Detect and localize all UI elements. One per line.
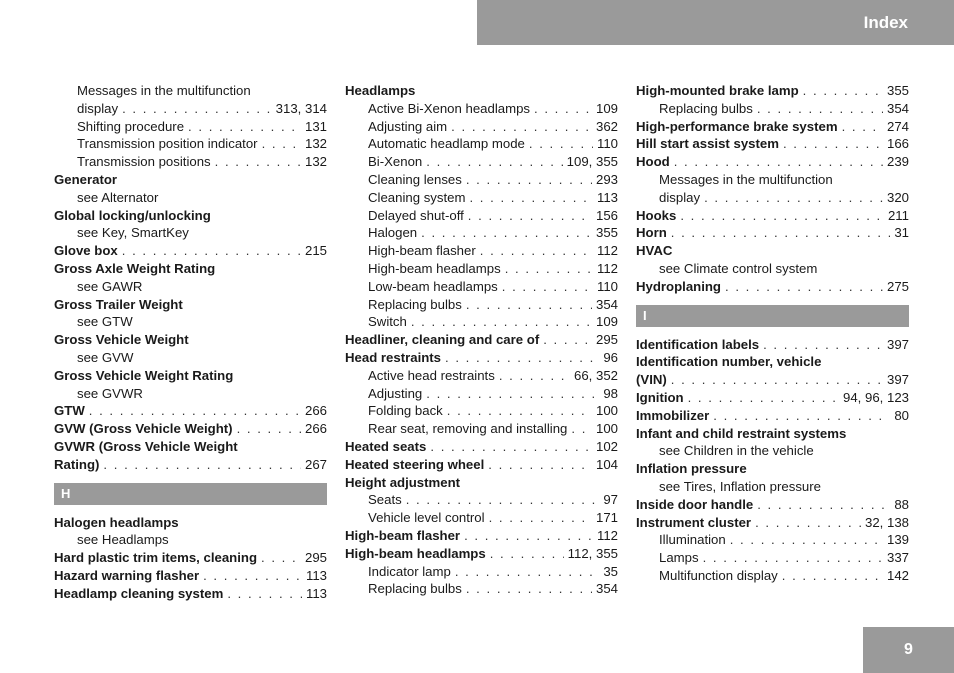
entry-text: Instrument cluster	[636, 514, 752, 530]
entry-text: Automatic headlamp mode	[368, 136, 525, 152]
leader-dots	[671, 371, 883, 389]
leader-dots	[480, 242, 593, 260]
page-reference: 215	[304, 243, 327, 259]
page-reference: 239	[886, 154, 909, 170]
index-subentry	[54, 278, 327, 296]
page-reference: 293	[595, 171, 618, 187]
index-entry	[54, 549, 327, 567]
index-column-3	[636, 82, 909, 585]
page-reference: 100	[595, 403, 618, 419]
leader-dots	[680, 207, 884, 225]
entry-text: GVWR (Gross Vehicle Weight	[54, 438, 238, 454]
entry-text: High-beam flasher	[345, 527, 461, 543]
leader-dots	[447, 402, 592, 420]
index-subentry	[54, 313, 327, 331]
entry-text: Replacing bulbs	[368, 296, 462, 312]
leader-dots	[103, 456, 301, 474]
leader-dots	[237, 420, 301, 438]
page-reference: 211	[887, 207, 909, 223]
page-reference: 66, 352	[574, 367, 618, 383]
leader-dots	[122, 100, 272, 118]
page-reference: 275	[886, 278, 909, 294]
index-header-bar	[477, 0, 954, 45]
index-subentry	[54, 224, 327, 242]
entry-text: Hazard warning flasher	[54, 567, 200, 583]
index-subentry	[54, 135, 327, 153]
entry-text: Gross Vehicle Weight	[54, 332, 189, 348]
leader-dots	[505, 260, 593, 278]
page-reference: 102	[595, 438, 618, 454]
leader-dots	[406, 491, 600, 509]
index-subentry	[345, 100, 618, 118]
index-entry	[345, 82, 618, 100]
entry-text: Inside door handle	[636, 496, 754, 512]
leader-dots	[466, 171, 592, 189]
entry-text: Bi-Xenon	[368, 154, 423, 170]
entry-text: Transmission position indicator	[77, 136, 258, 152]
leader-dots	[451, 118, 592, 136]
entry-text: Hydroplaning	[636, 278, 721, 294]
leader-dots	[445, 349, 599, 367]
page-reference: 267	[304, 456, 327, 472]
entry-text: High-performance brake system	[636, 118, 838, 134]
index-subentry	[636, 478, 909, 496]
entry-text: Identification labels	[636, 336, 760, 352]
index-subentry	[345, 580, 618, 598]
entry-text: display	[77, 100, 119, 116]
index-subentry	[54, 82, 327, 100]
index-entry	[54, 514, 327, 532]
leader-dots	[261, 549, 301, 567]
page-reference: 139	[886, 532, 909, 548]
page-reference: 132	[304, 136, 327, 152]
entry-text: Hill start assist system	[636, 136, 779, 152]
leader-dots	[188, 118, 301, 136]
index-entry	[636, 153, 909, 171]
index-subentry	[54, 100, 327, 118]
index-entry	[54, 242, 327, 260]
entry-text: Rating)	[54, 456, 100, 472]
leader-dots	[688, 389, 839, 407]
entry-text: Headlamp cleaning system	[54, 585, 224, 601]
page-reference: 142	[886, 567, 909, 583]
index-entry	[54, 456, 327, 474]
entry-text: Gross Vehicle Weight Rating	[54, 367, 234, 383]
leader-dots	[499, 367, 570, 385]
entry-text: Cleaning lenses	[368, 171, 462, 187]
entry-text: High-beam flasher	[368, 243, 476, 259]
entry-text: Gross Axle Weight Rating	[54, 260, 216, 276]
page-reference: 313, 314	[275, 100, 327, 116]
leader-dots	[488, 456, 592, 474]
leader-dots	[730, 531, 883, 549]
index-subentry	[636, 189, 909, 207]
entry-text: see GTW	[77, 314, 133, 330]
page-reference: 112, 355	[567, 545, 618, 561]
index-entry	[345, 527, 618, 545]
entry-text: Identification number, vehicle	[636, 354, 822, 370]
entry-text: HVAC	[636, 243, 673, 259]
index-entry	[345, 331, 618, 349]
index-entry	[345, 474, 618, 492]
page-reference: 100	[595, 421, 618, 437]
leader-dots	[203, 567, 302, 585]
index-subentry	[345, 385, 618, 403]
index-subentry	[345, 509, 618, 527]
index-subentry	[636, 171, 909, 189]
page-reference: 80	[894, 407, 909, 423]
entry-text: Messages in the multifunction	[77, 83, 251, 98]
leader-dots	[490, 545, 564, 563]
page-reference: 110	[596, 278, 618, 294]
entry-text: Headlamps	[345, 83, 416, 98]
leader-dots	[227, 585, 302, 603]
leader-dots	[703, 549, 883, 567]
index-entry	[636, 353, 909, 371]
page-reference: 104	[595, 456, 618, 472]
index-subentry	[54, 385, 327, 403]
page-title: Index	[863, 12, 908, 32]
index-subentry	[345, 278, 618, 296]
leader-dots	[757, 496, 890, 514]
entry-text: see Climate control system	[659, 260, 818, 276]
index-subentry	[636, 260, 909, 278]
entry-text: Rear seat, removing and installing	[368, 421, 568, 437]
page-reference: 397	[886, 336, 909, 352]
leader-dots	[674, 153, 883, 171]
page-reference: 88	[894, 496, 909, 512]
index-entry	[636, 224, 909, 242]
index-subentry	[636, 549, 909, 567]
entry-text: High-mounted brake lamp	[636, 83, 799, 98]
page-reference: 31	[894, 225, 909, 241]
leader-dots	[671, 224, 891, 242]
index-subentry	[345, 420, 618, 438]
entry-text: Hood	[636, 154, 670, 170]
index-subentry	[636, 531, 909, 549]
entry-text: Indicator lamp	[368, 563, 451, 579]
entry-text: Low-beam headlamps	[368, 278, 498, 294]
page-reference: 112	[596, 527, 618, 543]
page-reference: 295	[304, 550, 327, 566]
index-subentry	[345, 402, 618, 420]
entry-text: Cleaning system	[368, 189, 466, 205]
page-reference: 320	[886, 189, 909, 205]
index-subentry	[345, 135, 618, 153]
entry-text: (VIN)	[636, 372, 667, 388]
index-entry	[636, 514, 909, 532]
entry-text: Global locking/unlocking	[54, 207, 211, 223]
index-subentry	[54, 349, 327, 367]
index-entry	[636, 118, 909, 136]
leader-dots	[469, 189, 592, 207]
index-subentry	[345, 207, 618, 225]
page-reference: 337	[886, 550, 909, 566]
leader-dots	[455, 563, 600, 581]
index-subentry	[636, 567, 909, 585]
page-reference: 266	[304, 403, 327, 419]
index-entry	[54, 420, 327, 438]
page-reference: 132	[304, 154, 327, 170]
entry-text: see Headlamps	[77, 532, 169, 548]
leader-dots	[704, 189, 883, 207]
entry-text: Multifunction display	[659, 567, 778, 583]
index-subentry	[345, 171, 618, 189]
leader-dots	[529, 135, 593, 153]
entry-text: High-beam headlamps	[345, 545, 486, 561]
index-subentry	[345, 153, 618, 171]
page-reference: 274	[886, 118, 909, 134]
page-reference: 166	[886, 136, 909, 152]
entry-text: Replacing bulbs	[659, 100, 753, 116]
page-reference: 113	[305, 585, 327, 601]
entry-text: Hooks	[636, 207, 677, 223]
page-reference: 113	[305, 567, 327, 583]
entry-text: GTW	[54, 403, 85, 419]
leader-dots	[713, 407, 890, 425]
entry-text: Switch	[368, 314, 407, 330]
leader-dots	[725, 278, 883, 296]
entry-text: see Tires, Inflation pressure	[659, 478, 821, 494]
page-reference: 109	[595, 314, 618, 330]
leader-dots	[757, 100, 883, 118]
entry-text: see Alternator	[77, 189, 159, 205]
entry-text: Headliner, cleaning and care of	[345, 332, 540, 348]
entry-text: Halogen headlamps	[54, 514, 179, 530]
leader-dots	[466, 580, 592, 598]
entry-text: Replacing bulbs	[368, 581, 462, 597]
entry-text: Head restraints	[345, 349, 442, 365]
page-reference: 109	[595, 100, 618, 116]
page-reference: 362	[595, 118, 618, 134]
page-reference: 97	[603, 492, 618, 508]
index-entry	[636, 242, 909, 260]
page-reference: 354	[595, 296, 618, 312]
index-entry	[345, 349, 618, 367]
section-header: I	[636, 305, 909, 327]
index-subentry	[345, 367, 618, 385]
page-reference: 295	[595, 332, 618, 348]
entry-text: see GVWR	[77, 385, 143, 401]
index-entry	[636, 460, 909, 478]
entry-text: Generator	[54, 171, 118, 187]
entry-text: Delayed shut-off	[368, 207, 464, 223]
leader-dots	[489, 509, 592, 527]
page-reference: 355	[886, 83, 909, 98]
leader-dots	[466, 296, 592, 314]
index-entry	[54, 402, 327, 420]
entry-text: Adjusting	[368, 385, 423, 401]
index-entry	[54, 171, 327, 189]
entry-text: Illumination	[659, 532, 726, 548]
leader-dots	[464, 527, 593, 545]
entry-text: Gross Trailer Weight	[54, 296, 183, 312]
index-entry	[636, 407, 909, 425]
page-reference: 171	[595, 510, 618, 526]
entry-text: Active head restraints	[368, 367, 495, 383]
index-subentry	[636, 100, 909, 118]
index-subentry	[345, 491, 618, 509]
index-entry	[636, 389, 909, 407]
entry-text: Heated steering wheel	[345, 456, 485, 472]
page-reference: 110	[596, 136, 618, 152]
entry-text: Folding back	[368, 403, 443, 419]
index-subentry	[345, 242, 618, 260]
leader-dots	[502, 278, 593, 296]
leader-dots	[426, 385, 599, 403]
leader-dots	[783, 135, 883, 153]
leader-dots	[215, 153, 301, 171]
entry-text: Lamps	[659, 550, 699, 566]
index-subentry	[54, 153, 327, 171]
section-header: H	[54, 483, 327, 505]
page-reference: 35	[603, 563, 618, 579]
index-entry	[54, 438, 327, 456]
page-reference: 109, 355	[566, 154, 618, 170]
leader-dots	[468, 207, 592, 225]
page-reference: 112	[596, 243, 618, 259]
page-reference: 96	[603, 349, 618, 365]
index-entry	[54, 260, 327, 278]
entry-text: see Key, SmartKey	[77, 225, 189, 241]
leader-dots	[534, 100, 592, 118]
page-reference: 354	[595, 581, 618, 597]
index-subentry	[54, 118, 327, 136]
entry-text: see GVW	[77, 349, 134, 365]
index-subentry	[345, 296, 618, 314]
leader-dots	[755, 514, 861, 532]
index-entry	[345, 456, 618, 474]
entry-text: Inflation pressure	[636, 461, 747, 477]
leader-dots	[262, 135, 301, 153]
entry-text: Hard plastic trim items, cleaning	[54, 550, 258, 566]
page-reference: 32, 138	[865, 514, 909, 530]
page-reference: 397	[886, 372, 909, 388]
page-reference: 94, 96, 123	[843, 389, 909, 405]
index-entry	[345, 545, 618, 563]
index-entry	[636, 425, 909, 443]
leader-dots	[426, 153, 562, 171]
index-subentry	[345, 313, 618, 331]
entry-text: Halogen	[368, 225, 418, 241]
leader-dots	[421, 224, 592, 242]
index-subentry	[54, 531, 327, 549]
index-subentry	[345, 118, 618, 136]
entry-text: Immobilizer	[636, 407, 710, 423]
index-entry	[636, 82, 909, 100]
entry-text: High-beam headlamps	[368, 260, 501, 276]
index-column-2	[345, 82, 618, 598]
page-reference: 354	[886, 100, 909, 116]
index-subentry	[54, 189, 327, 207]
entry-text: Adjusting aim	[368, 118, 448, 134]
page-number: 9	[904, 641, 913, 658]
index-entry	[636, 336, 909, 354]
leader-dots	[803, 82, 883, 100]
entry-text: Seats	[368, 492, 402, 508]
leader-dots	[571, 420, 592, 438]
index-subentry	[345, 224, 618, 242]
index-entry	[54, 296, 327, 314]
leader-dots	[411, 313, 592, 331]
entry-text: Glove box	[54, 243, 118, 259]
page-reference: 112	[596, 260, 618, 276]
entry-text: Transmission positions	[77, 154, 211, 170]
page-number-tab	[863, 627, 954, 673]
index-entry	[636, 135, 909, 153]
index-entry	[54, 367, 327, 385]
entry-text: Height adjustment	[345, 474, 461, 490]
index-subentry	[345, 260, 618, 278]
page-reference: 156	[595, 207, 618, 223]
entry-text: see GAWR	[77, 278, 143, 294]
entry-text: Horn	[636, 225, 667, 241]
entry-text: Heated seats	[345, 438, 427, 454]
page-reference: 98	[603, 385, 618, 401]
entry-text: see Children in the vehicle	[659, 443, 814, 459]
index-entry	[636, 278, 909, 296]
leader-dots	[782, 567, 883, 585]
entry-text: Infant and child restraint systems	[636, 425, 847, 441]
leader-dots	[430, 438, 592, 456]
index-entry	[54, 585, 327, 603]
page-reference: 266	[304, 421, 327, 437]
page-reference: 113	[596, 189, 618, 205]
leader-dots	[122, 242, 301, 260]
index-entry	[54, 207, 327, 225]
entry-text: Messages in the multifunction	[659, 171, 833, 187]
entry-text: GVW (Gross Vehicle Weight)	[54, 421, 233, 437]
leader-dots	[543, 331, 592, 349]
entry-text: Active Bi-Xenon headlamps	[368, 100, 531, 116]
index-subentry	[345, 563, 618, 581]
index-entry	[345, 438, 618, 456]
index-subentry	[636, 442, 909, 460]
entry-text: Vehicle level control	[368, 510, 485, 526]
leader-dots	[89, 402, 301, 420]
index-column-1	[54, 82, 327, 603]
index-entry	[636, 207, 909, 225]
leader-dots	[763, 336, 883, 354]
entry-text: display	[659, 189, 701, 205]
entry-text: Ignition	[636, 389, 684, 405]
entry-text: Shifting procedure	[77, 118, 185, 134]
index-entry	[54, 567, 327, 585]
page-reference: 131	[304, 118, 327, 134]
index-entry	[54, 331, 327, 349]
index-entry	[636, 371, 909, 389]
index-entry	[636, 496, 909, 514]
index-subentry	[345, 189, 618, 207]
page-reference: 355	[595, 225, 618, 241]
leader-dots	[842, 118, 883, 136]
